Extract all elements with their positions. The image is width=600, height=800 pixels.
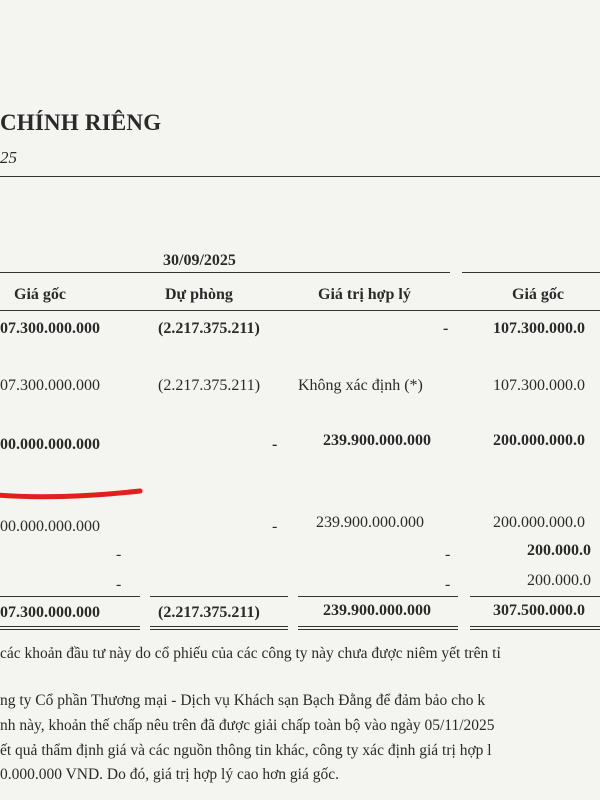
header-underline (0, 310, 600, 311)
table-row-cost2: 200.000.000.0 (493, 432, 585, 449)
total-provision: (2.217.375.211) (158, 604, 260, 621)
total-double-rule (150, 629, 288, 630)
col-fair-value-header: Giá trị hợp lý (318, 286, 411, 303)
table-row-provision: - (272, 518, 278, 535)
total-double-rule (470, 626, 600, 627)
table-row-provision: (2.217.375.211) (158, 320, 260, 337)
table-row-cost2: 200.000.0 (527, 572, 591, 589)
total-double-rule (0, 626, 140, 627)
note-line: ng ty Cổ phần Thương mại - Dịch vụ Khách sạn Bạch Đằng để đảm bảo cho k (0, 692, 486, 709)
table-row-cost: 00.000.000.000 (0, 518, 100, 535)
table-row-cost: - (116, 546, 122, 563)
total-top-rule (0, 596, 140, 597)
total-double-rule (298, 629, 458, 630)
note-line: 0.000.000 VND. Do đó, giá trị hợp lý cao hơn giá gốc. (0, 766, 339, 783)
table-row-cost2: 200.000.0 (527, 542, 591, 559)
period-date: 30/09/2025 (163, 252, 236, 269)
total-double-rule (0, 629, 140, 630)
table-row-cost: 07.300.000.000 (0, 320, 100, 337)
table-row-provision: - (272, 436, 278, 453)
note-line: ết quả thẩm định giá và các nguồn thông tin khác, công ty xác định giá trị hợp l (0, 742, 492, 759)
table-row-cost2: 200.000.000.0 (493, 514, 585, 531)
total-double-rule (298, 626, 458, 627)
page-subtitle: 25 (0, 148, 17, 167)
table-row-cost: 00.000.000.000 (0, 436, 100, 453)
header-rule (0, 176, 600, 177)
total-top-rule (470, 596, 600, 597)
note-line: nh này, khoản thế chấp nêu trên đã được giải chấp toàn bộ vào ngày 05/11/2025 (0, 717, 495, 734)
table-row-provision: (2.217.375.211) (158, 377, 261, 394)
table-row-fair: - (445, 546, 451, 563)
col-provision-header: Dự phòng (165, 286, 233, 303)
total-top-rule (298, 596, 458, 597)
red-marker-stroke (0, 486, 144, 502)
total-fair: 239.900.000.000 (323, 602, 431, 619)
total-cost: 07.300.000.000 (0, 604, 100, 621)
total-double-rule (470, 629, 600, 630)
table-row-fair: - (445, 576, 451, 593)
total-double-rule (150, 626, 288, 627)
table-row-fair: - (443, 320, 449, 337)
table-row-fair: 239.900.000.000 (323, 432, 431, 449)
period-rule-right (462, 272, 600, 273)
table-row-cost: 07.300.000.000 (0, 377, 100, 394)
page-title: CHÍNH RIÊNG (0, 110, 162, 135)
note-line: các khoản đầu tư này do cổ phiếu của các công ty này chưa được niêm yết trên tỉ (0, 645, 501, 662)
table-row-fair: Không xác định (*) (298, 377, 423, 394)
col-cost2-header: Giá gốc (512, 286, 564, 303)
total-cost2: 307.500.000.0 (493, 602, 585, 619)
period-rule (0, 272, 450, 273)
col-cost-header: Giá gốc (14, 286, 66, 303)
table-row-cost2: 107.300.000.0 (493, 377, 585, 394)
table-row-fair: 239.900.000.000 (316, 514, 424, 531)
total-top-rule (150, 596, 288, 597)
table-row-cost2: 107.300.000.0 (493, 320, 585, 337)
table-row-cost: - (116, 576, 122, 593)
